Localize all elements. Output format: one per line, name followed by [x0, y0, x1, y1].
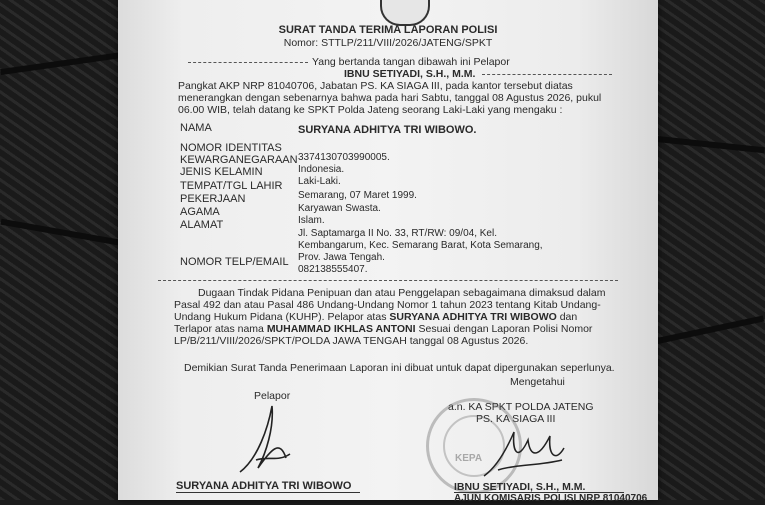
signature-left-title: Pelapor [254, 390, 291, 402]
value-telp: 082138555407. [298, 264, 368, 275]
signature-right-rank: AJUN KOMISARIS POLISI NRP 81040706 [454, 493, 648, 504]
label-telp: NOMOR TELP/EMAIL [180, 256, 289, 268]
signature-right-icon [478, 426, 568, 482]
body-line-1: Dugaan Tindak Pidana Penipuan dan atau Penggelapan sebagaimana dimaksud dalam [198, 287, 606, 299]
label-pekerjaan: PEKERJAAN [180, 193, 246, 205]
label-alamat: ALAMAT [180, 219, 224, 231]
police-report-receipt [118, 0, 658, 504]
dash-line [158, 280, 618, 281]
body-line-3: Undang Hukum Pidana (KUHP). Pelapor atas SURYANA ADHITYA TRI WIBOWO dan [174, 311, 578, 323]
intro-line-4: 06.00 WIB, telah datang ke SPKT Polda Jateng seorang Laki-Laki yang mengaku : [178, 104, 563, 116]
value-nama: SURYANA ADHITYA TRI WIBOWO. [298, 124, 477, 136]
value-agama: Islam. [298, 215, 325, 226]
seat-seam [0, 51, 130, 75]
label-nik: NOMOR IDENTITAS [180, 142, 282, 154]
label-ttl: TEMPAT/TGL LAHIR [180, 180, 283, 192]
body-line-4: Terlapor atas nama MUHAMMAD IKHLAS ANTONI Sesuai dengan Laporan Polisi Nomor [174, 323, 593, 335]
seat-seam [0, 219, 129, 247]
intro-line-2: Pangkat AKP NRP 81040706, Jabatan PS. KA SIAGA III, pada kantor tersebut diatas [178, 80, 573, 92]
value-pekerjaan: Karyawan Swasta. [298, 203, 381, 214]
signature-right-name: IBNU SETIYADI, S.H., M.M. [454, 481, 586, 493]
signature-right-line-2: PS. KA SIAGA III [476, 413, 556, 425]
value-alamat-2: Kembangarum, Kec. Semarang Barat, Kota Semarang, [298, 240, 543, 251]
label-agama: AGAMA [180, 206, 220, 218]
intro-line-1: Yang bertanda tangan dibawah ini Pelapor [312, 56, 510, 68]
body-line-2: Pasal 492 dan atau Pasal 486 Undang-Undang Nomor 1 tahun 2023 tentang Kitab Undang- [174, 299, 601, 311]
value-jenis-kelamin: Laki-Laki. [298, 176, 341, 187]
closing-statement: Demikian Surat Tanda Penerimaan Laporan ini dibuat untuk dapat dipergunakan seperlunya. [184, 362, 615, 374]
signature-left-icon [228, 398, 298, 482]
signature-left-name: SURYANA ADHITYA TRI WIBOWO [176, 480, 352, 492]
signature-right-title: Mengetahui [510, 376, 565, 388]
document-title: SURAT TANDA TERIMA LAPORAN POLISI [278, 24, 498, 36]
police-emblem-icon [380, 0, 430, 26]
body-line-5: LP/B/211/VIII/2026/SPKT/POLDA JAWA TENGAH tanggal 08 Agustus 2026. [174, 335, 529, 347]
signature-right-line-1: a.n. KA SPKT POLDA JATENG [448, 401, 594, 413]
dash-line [188, 62, 308, 63]
officer-name: IBNU SETIYADI, S.H., M.M. [344, 68, 476, 80]
label-nama: NAMA [180, 122, 212, 134]
value-kewarganegaraan: Indonesia. [298, 164, 345, 175]
value-ttl: Semarang, 07 Maret 1999. [298, 190, 417, 201]
stamp-text: KEPA [455, 453, 483, 464]
car-seat-left [0, 0, 130, 500]
label-jenis-kelamin: JENIS KELAMIN [180, 166, 263, 178]
document-number: Nomor: STTLP/211/VIII/2026/JATENG/SPKT [283, 37, 493, 49]
label-kewarganegaraan: KEWARGANEGARAAN [180, 154, 298, 166]
dash-line [482, 74, 612, 75]
value-alamat-3: Prov. Jawa Tengah. [298, 252, 385, 263]
intro-line-3: menerangkan dengan sebenarnya bahwa pada hari Sabtu, tanggal 08 Agustus 2026, pukul [178, 92, 602, 104]
value-nik: 3374130703990005. [298, 152, 390, 163]
value-alamat-1: Jl. Saptamarga II No. 33, RT/RW: 09/04, Kel. [298, 228, 497, 239]
signature-left-underline [176, 492, 360, 493]
